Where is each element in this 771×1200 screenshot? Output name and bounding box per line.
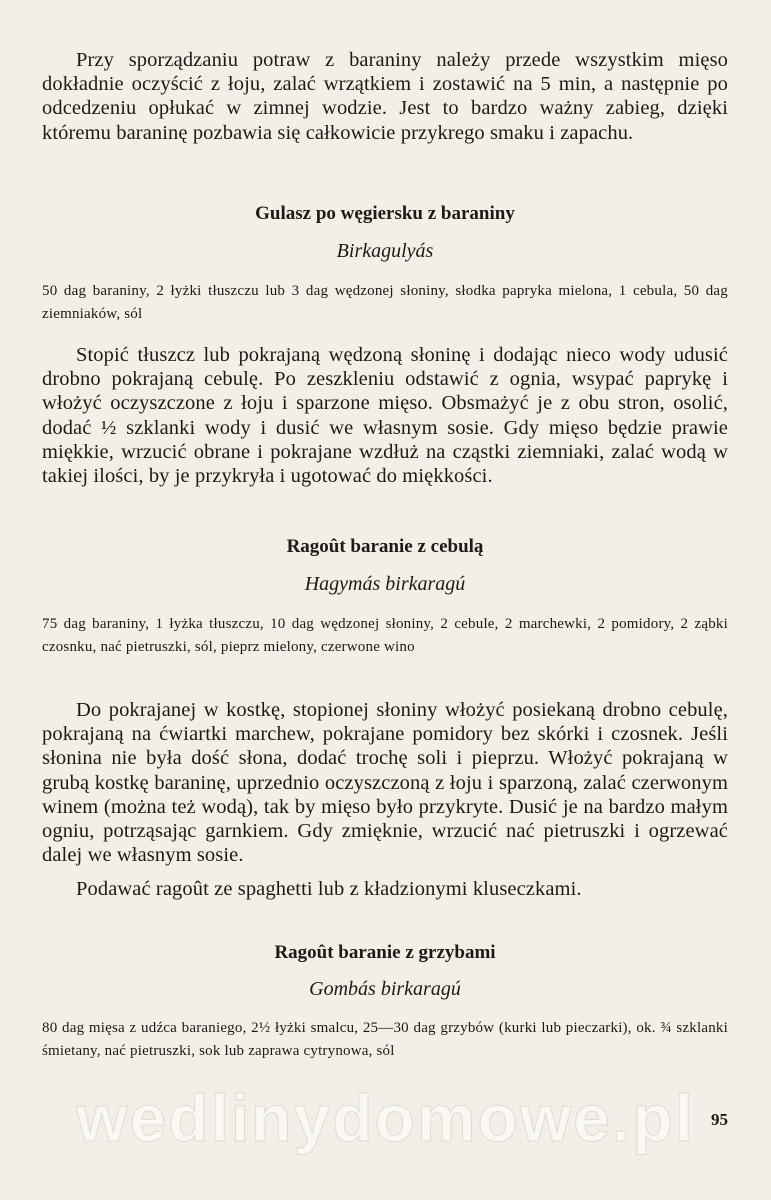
- ingredients-ragout-grzyby: 80 dag mięsa z udźca baraniego, 2½ łyżki smalcu, 25—30 dag grzybów (kurki lub pieczarki), ok. ¾ szklanki śmietany, nać pietruszki, sok lub zaprawa cytrynowa, sól: [42, 1020, 728, 1059]
- recipe-title-ragout-cebula: Ragoût baranie z cebulą: [286, 536, 484, 557]
- ingredients-gulasz: 50 dag baraniny, 2 łyżki tłuszczu lub 3 dag wędzonej słoniny, słodka papryka mielona, 1 cebula, 50 dag ziemniaków, sól: [42, 283, 728, 322]
- recipe-subtitle-ragout-grzyby: Gombás birkaragú: [309, 978, 461, 1000]
- method-ragout-cebula: Do pokrajanej w kostkę, stopionej słoniny włożyć posiekaną drobno cebulę, pokrajaną na ćwiartki marchew, pokrajane pomidory bez skórki i czosnek. Jeśli słonina nie była dość słona, dodać trochę soli i pieprzu. Włożyć pokrajaną w grubą kostkę baraninę, uprzednio oczyszczoną z łoju i sparzoną, zalać czerwonym winem (można też wodą), tak by mięso było przykryte. Dusić je na bardzo małym ogniu, potrząsając garnkiem. Gdy zmięknie, wrzucić nać pietruszki i ogrzewać dalej we własnym sosie.: [42, 699, 728, 867]
- recipe-subtitle-ragout-cebula: Hagymás birkaragú: [304, 573, 466, 595]
- serving-note-ragout-cebula: Podawać ragoût ze spaghetti lub z kładzionymi kluseczkami.: [76, 878, 582, 900]
- recipe-subtitle-gulasz: Birkagulyás: [336, 240, 434, 262]
- recipe-title-gulasz: Gulasz po węgiersku z baraniny: [255, 203, 515, 224]
- page-number: 95: [711, 1110, 728, 1129]
- ingredients-ragout-cebula: 75 dag baraniny, 1 łyżka tłuszczu, 10 dag wędzonej słoniny, 2 cebule, 2 marchewki, 2 pomidory, 2 ząbki czosnku, nać pietruszki, sól, pieprz mielony, czerwone wino: [42, 616, 728, 655]
- recipe-title-ragout-grzyby: Ragoût baranie z grzybami: [274, 942, 496, 963]
- intro-paragraph: Przy sporządzaniu potraw z baraniny należy przede wszystkim mięso dokładnie oczyścić z łoju, zalać wrzątkiem i zostawić na 5 min, a następnie po odcedzeniu opłukać w zimnej wodzie. Jest to bardzo ważny zabieg, dzięki któremu baraninę pozbawia się całkowicie przykrego smaku i zapachu.: [42, 49, 728, 144]
- method-gulasz: Stopić tłuszcz lub pokrajaną wędzoną słoninę i dodając nieco wody udusić drobno pokrajaną cebulę. Po zeszkleniu odstawić z ognia, wsypać paprykę i włożyć oczyszczone z łoju i sparzone mięso. Obsmażyć je z obu stron, osolić, dodać ½ szklanki wody i dusić we własnym sosie. Gdy mięso będzie prawie miękkie, wrzucić obrane i pokrajane wzdłuż na cząstki ziemniaki, zalać wodą w takiej ilości, by je przykryła i ugotować do miękkości.: [42, 344, 728, 488]
- watermark: wedlinydomowe.pl: [76, 1081, 695, 1155]
